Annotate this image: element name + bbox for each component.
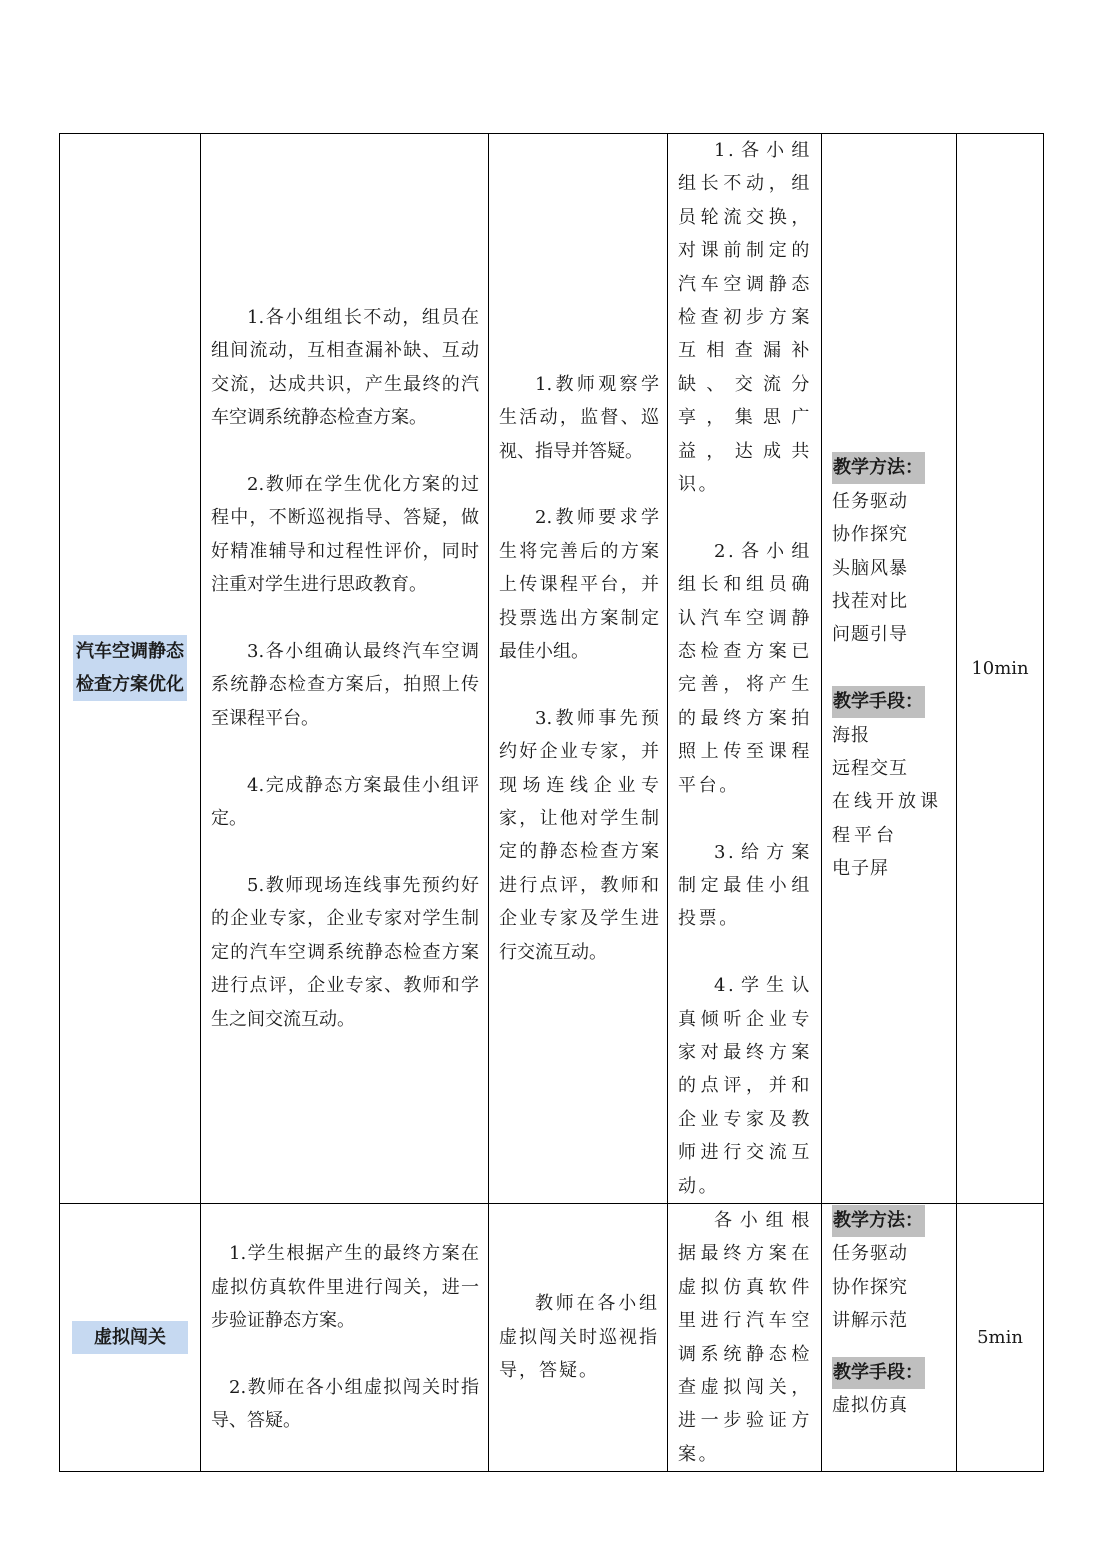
content-item: 1.学生根据产生的最终方案在虚拟仿真软件里进行闯关，进一步验证静态方案。 [211,1243,479,1332]
means-heading: 教学手段： [832,686,925,718]
content-item: 4.完成静态方案最佳小组评定。 [211,774,479,830]
teacher-activity-cell [489,134,668,1204]
student-activity-cell [668,134,822,1204]
teacher-item: 3.教师事先预约好企业专家，并现场连线企业专家，让他对学生制定的静态检查方案进行点评，教师和企业专家及学生进行交流互动。 [499,707,659,963]
means-item: 电子屏 [832,858,889,880]
content-item: 2.教师在各小组虚拟闯关时指导、答疑。 [211,1376,479,1432]
teacher-activity-cell [489,1203,668,1471]
method-item: 任务驱动 [832,1243,908,1265]
teacher-item: 教师在各小组虚拟闯关时巡视指导，答疑。 [499,1293,659,1382]
content-cell [201,134,489,1204]
means-heading: 教学手段： [832,1357,925,1389]
methods-heading: 教学方法： [832,452,925,484]
method-item: 任务驱动 [832,490,908,512]
method-cell [822,1203,957,1471]
method-item: 找茬对比 [832,590,908,612]
student-item: 2.各小组组长和组员确认汽车空调静态检查方案已完善，将产生的最终方案拍照上传至课程平台。 [678,540,812,796]
student-item: 1.各小组组长不动，组员轮流交换，对课前制定的汽车空调静态检查初步方案互相查漏补缺、交流分享，集思广益，达成共识。 [678,140,812,496]
teaching-plan-table [59,133,1044,1472]
methods-heading: 教学方法： [832,1205,925,1237]
means-item: 在线开放课程平台 [832,791,942,846]
time-cell: 10min [957,134,1044,1204]
content-item: 3.各小组确认最终汽车空调系统静态检查方案后，拍照上传至课程平台。 [211,641,479,729]
teacher-item: 2.教师要求学生将完善后的方案上传课程平台，并投票选出方案制定最佳小组。 [499,507,659,663]
stage-label: 汽车空调静态 检查方案优化 [73,635,187,701]
time-cell: 5min [957,1203,1044,1471]
method-item: 问题引导 [832,624,908,646]
content-item: 2.教师在学生优化方案的过程中，不断巡视指导、答疑，做好精准辅导和过程性评价，同时注重对学生进行思政教育。 [211,474,479,596]
student-item: 3.给方案制定最佳小组投票。 [678,841,812,930]
student-item: 各小组根据最终方案在虚拟仿真软件里进行汽车空调系统静态检查虚拟闯关，进一步验证方案。 [678,1209,812,1465]
method-item: 协作探究 [832,1276,908,1298]
stage-cell [60,1203,201,1471]
method-item: 讲解示范 [832,1310,908,1332]
table-row [60,1203,1044,1471]
method-cell [822,134,957,1204]
means-item: 远程交互 [832,757,908,779]
content-cell [201,1203,489,1471]
method-item: 头脑风暴 [832,557,908,579]
content-item: 5.教师现场连线事先预约好的企业专家，企业专家对学生制定的汽车空调系统静态检查方案进行点评，企业专家、教师和学生之间交流互动。 [211,874,479,1030]
content-item: 1.各小组组长不动，组员在组间流动，互相查漏补缺、互动交流，达成共识，产生最终的汽车空调系统静态检查方案。 [211,307,479,429]
stage-label: 虚拟闯关 [72,1321,188,1354]
student-item: 4.学生认真倾听企业专家对最终方案的点评，并和企业专家及教师进行交流互动。 [678,975,812,1197]
table-row [60,134,1044,1204]
means-item: 海报 [832,724,870,746]
means-item: 虚拟仿真 [832,1394,908,1416]
stage-cell [60,134,201,1204]
student-activity-cell [668,1203,822,1471]
teacher-item: 1.教师观察学生活动，监督、巡视、指导并答疑。 [499,373,659,462]
method-item: 协作探究 [832,524,908,546]
